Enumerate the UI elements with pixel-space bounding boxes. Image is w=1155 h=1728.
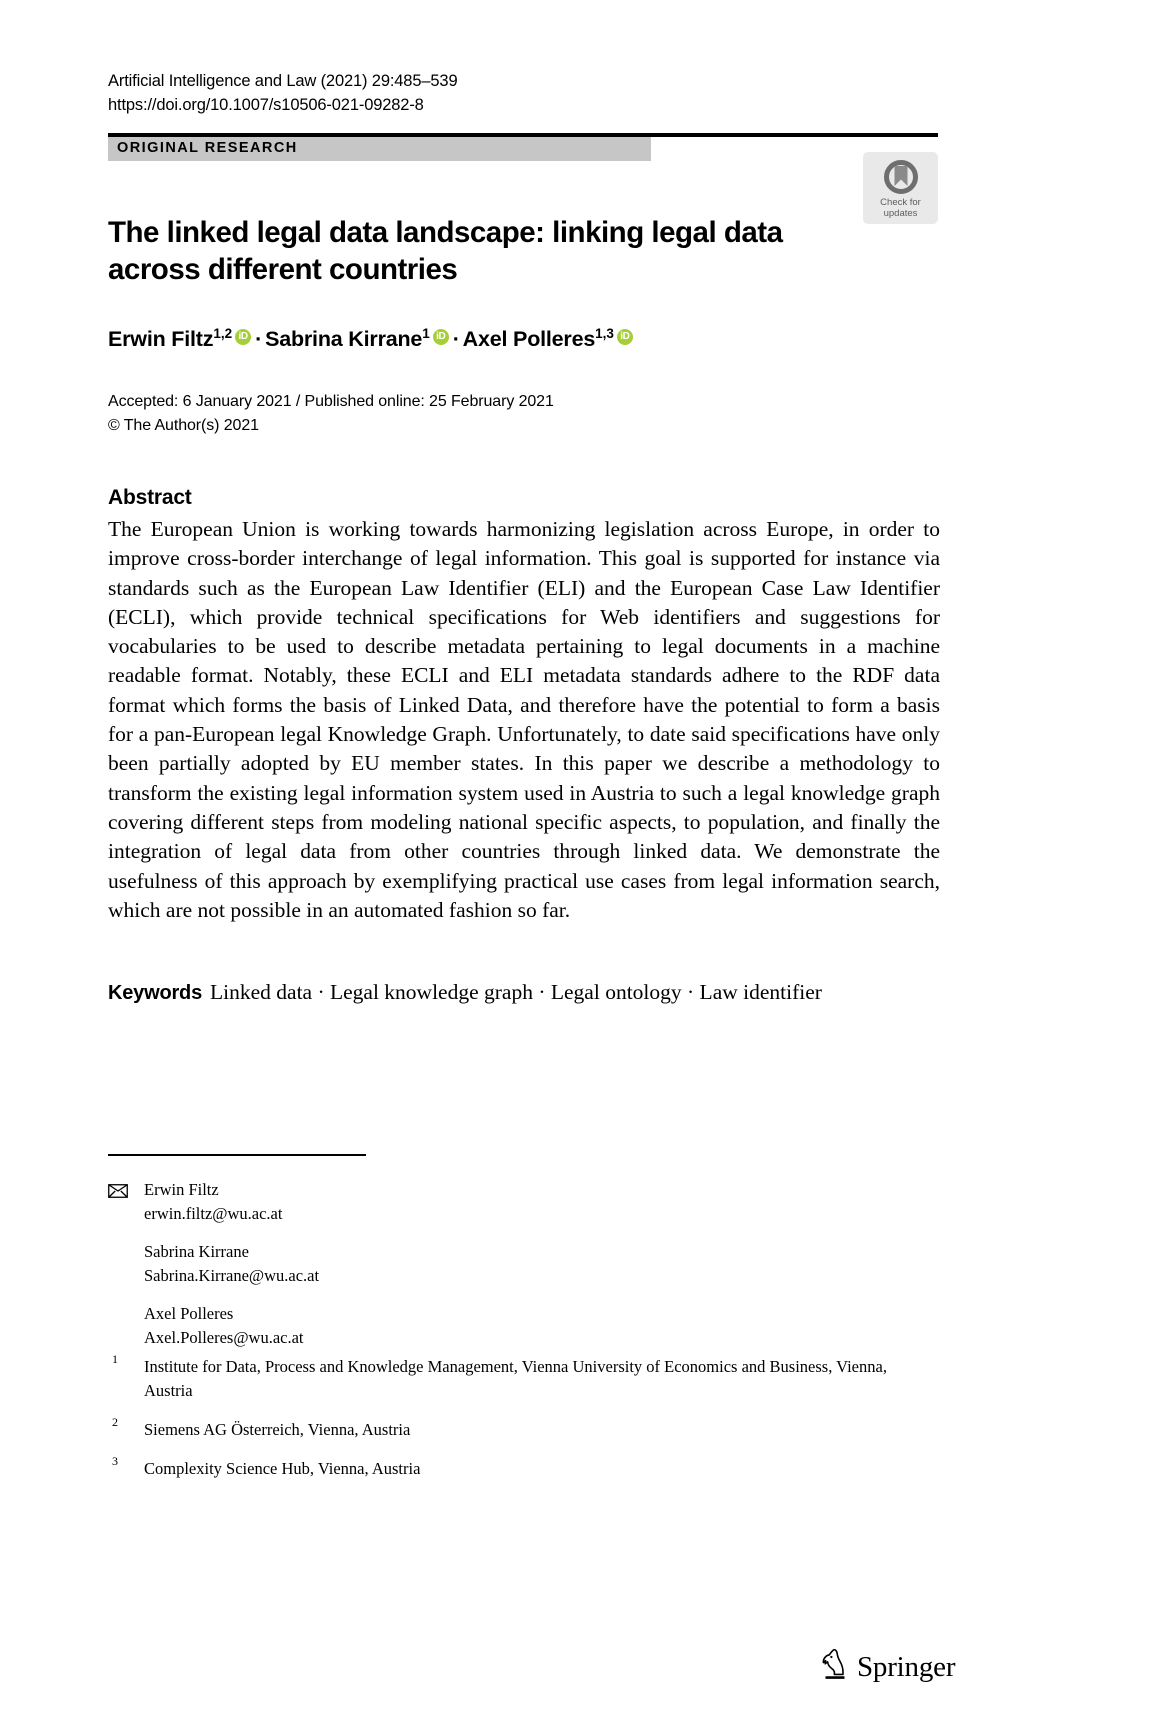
affiliation-item (108, 1414, 938, 1442)
correspondence-block (108, 1178, 708, 1350)
journal-doi[interactable]: https://doi.org/10.1007/s10506-021-09282-8 (108, 95, 424, 114)
abstract-body: The European Union is working towards harmonizing legislation across Europe, in order to improve cross-border interchange of legal information. This goal is supported for instance via standards such as the European Law Identifier (ELI) and the European Case Law Identifier (ECLI), which provide technical specifications for Web identifiers and suggestions for vocabularies to be used to describe metadata pertaining to legal documents in a machine readable format. Notably, these ECLI and ELI metadata standards adhere to the RDF data format which forms the basis of Linked Data, and therefore have the potential to form a basis for a pan-European legal Knowledge Graph. Unfortunately, to date said specifications have only been partially adopted by EU member states. In this paper we describe a methodology to transform the existing legal information system used in Austria to such a legal knowledge graph covering different steps from modeling national specific aspects, to population, and finally the integration of legal data from other countries through linked data. We demonstrate the usefulness of this approach by exemplifying practical use cases from legal information search, which are not possible in an automated fashion so far. (108, 517, 940, 922)
corr-email[interactable]: Axel.Polleres@wu.ac.at (144, 1327, 304, 1347)
orcid-icon[interactable] (433, 329, 449, 345)
author-name: Sabrina Kirrane (265, 327, 423, 352)
affiliation-item (108, 1352, 938, 1403)
affiliation-number: 3 (112, 1453, 118, 1468)
check-for-updates-badge[interactable] (863, 152, 938, 224)
corr-email[interactable]: Sabrina.Kirrane@wu.ac.at (144, 1265, 320, 1285)
copyright-line: © The Author(s) 2021 (108, 417, 259, 434)
corr-name: Sabrina Kirrane (144, 1241, 249, 1261)
publication-dates (108, 390, 868, 438)
author-entry[interactable] (108, 327, 252, 351)
footnote-separator (108, 1154, 366, 1156)
crossmark-line2: updates (883, 207, 918, 219)
keywords-section (108, 978, 948, 1008)
keywords-list: Linked data · Legal knowledge graph · Legal ontology · Law identifier (210, 980, 822, 1004)
corr-name: Erwin Filtz (144, 1180, 219, 1199)
orcid-glyph: iD (620, 331, 630, 343)
author-contact (108, 1302, 708, 1350)
author-name: Axel Polleres (462, 327, 596, 352)
affiliation-number: 2 (112, 1414, 118, 1429)
page-title: The linked legal data landscape: linking legal data across different countries (108, 216, 783, 287)
publisher-logo (820, 1648, 955, 1687)
corr-name: Axel Polleres (144, 1303, 234, 1323)
crossmark-icon (881, 157, 921, 197)
crossmark-line1: Check for (880, 197, 921, 208)
author-list (108, 326, 908, 353)
affiliation-text: Siemens AG Österreich, Vienna, Austria (144, 1419, 411, 1439)
author-affiliation-marker: 1,2 (213, 326, 233, 341)
keywords-label: Keywords (108, 982, 202, 1004)
affiliation-text: Complexity Science Hub, Vienna, Austria (144, 1458, 421, 1478)
journal-citation: Artificial Intelligence and Law (2021) 29:485–539 (108, 72, 458, 90)
corresponding-author (108, 1178, 708, 1226)
author-entry[interactable] (463, 327, 634, 351)
affiliation-number: 1 (112, 1352, 118, 1366)
orcid-icon[interactable] (617, 329, 633, 345)
orcid-icon[interactable] (235, 329, 251, 345)
affiliations-block (108, 1352, 938, 1481)
orcid-glyph: iD (436, 331, 446, 343)
journal-header (108, 70, 808, 118)
crossmark-label (880, 198, 921, 219)
author-contact (108, 1240, 708, 1288)
springer-knight-icon (820, 1648, 850, 1687)
author-separator: · (255, 327, 263, 352)
abstract-heading: Abstract (108, 486, 192, 509)
author-entry[interactable] (265, 327, 450, 351)
corr-email[interactable]: erwin.filtz@wu.ac.at (144, 1203, 283, 1223)
springer-wordmark: Springer (857, 1651, 956, 1683)
affiliation-text: Institute for Data, Process and Knowledge Management, Vienna University of Economics and Business, Vienna, Austria (144, 1357, 887, 1400)
orcid-glyph: iD (238, 331, 248, 343)
accepted-published-line: Accepted: 6 January 2021 / Published online: 25 February 2021 (108, 393, 554, 410)
author-affiliation-marker: 1 (422, 326, 430, 341)
envelope-icon (108, 1181, 128, 1195)
author-affiliation-marker: 1,3 (595, 326, 614, 341)
author-name: Erwin Filtz (108, 327, 214, 352)
author-separator: · (452, 327, 460, 352)
affiliation-item (108, 1453, 938, 1481)
article-type-label: ORIGINAL RESEARCH (117, 140, 298, 156)
